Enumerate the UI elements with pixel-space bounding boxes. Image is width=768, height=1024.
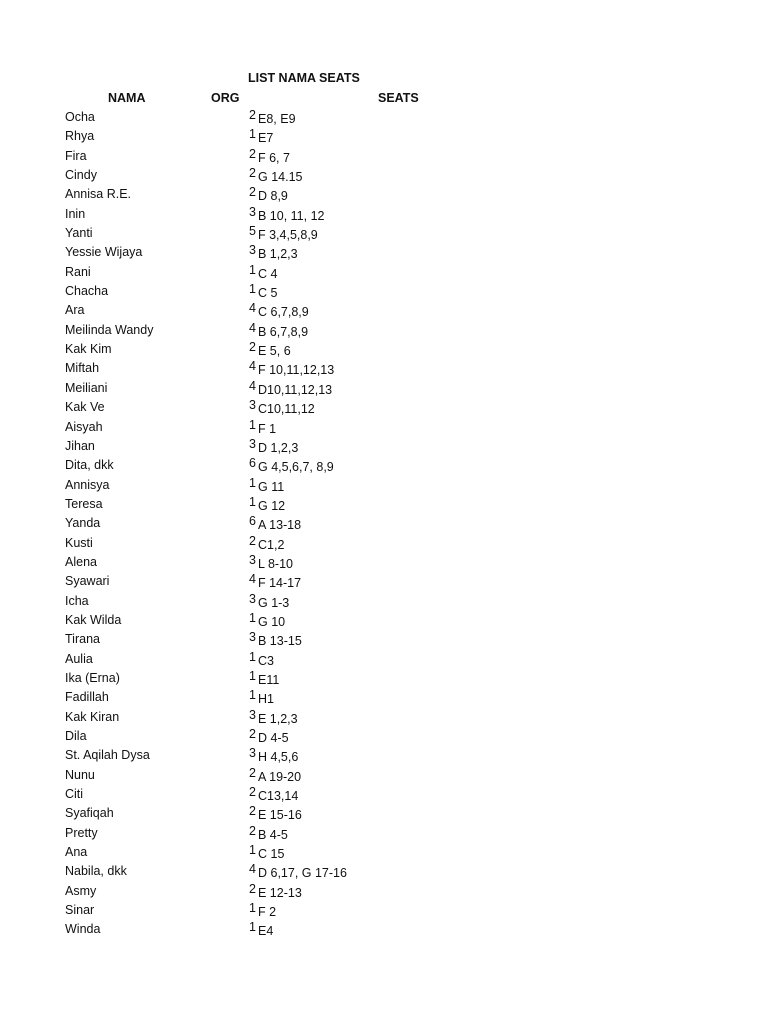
seats-cell: C 5 bbox=[258, 286, 278, 301]
seats-cell: F 14-17 bbox=[258, 576, 302, 591]
org-cell: 3 bbox=[249, 746, 256, 761]
column-header-org: ORG bbox=[211, 91, 240, 105]
org-cell: 2 bbox=[249, 765, 256, 780]
name-cell: Icha bbox=[65, 593, 89, 608]
seat-list bbox=[0, 110, 768, 942]
org-cell: 4 bbox=[249, 862, 256, 877]
name-cell: Meiliani bbox=[65, 380, 108, 395]
seats-cell: D 8,9 bbox=[258, 189, 288, 204]
list-item bbox=[0, 806, 768, 825]
org-cell: 1 bbox=[249, 262, 256, 277]
name-cell: Kusti bbox=[65, 535, 93, 550]
org-cell: 3 bbox=[249, 204, 256, 219]
org-cell: 1 bbox=[249, 610, 256, 625]
list-item bbox=[0, 591, 768, 613]
list-item bbox=[0, 649, 768, 671]
name-cell: Inin bbox=[65, 206, 86, 221]
seats-cell: H1 bbox=[258, 692, 274, 707]
org-cell: 1 bbox=[249, 688, 256, 703]
org-cell: 2 bbox=[249, 533, 256, 548]
org-cell: 2 bbox=[249, 881, 256, 896]
name-cell: Miftah bbox=[65, 361, 100, 376]
org-cell: 2 bbox=[249, 185, 256, 200]
name-cell: Sinar bbox=[65, 903, 95, 918]
seats-cell: C 15 bbox=[258, 847, 285, 862]
list-item bbox=[0, 226, 768, 245]
org-cell: 3 bbox=[249, 552, 256, 567]
seats-cell: C 4 bbox=[258, 266, 278, 281]
list-item bbox=[0, 204, 768, 226]
list-item bbox=[0, 168, 768, 187]
list-item bbox=[0, 417, 768, 439]
seats-cell: B 1,2,3 bbox=[258, 247, 298, 262]
name-cell: Aulia bbox=[65, 651, 93, 666]
name-cell: Nunu bbox=[65, 767, 95, 782]
org-cell: 1 bbox=[249, 475, 256, 490]
org-cell: 4 bbox=[249, 320, 256, 335]
seats-cell: D 1,2,3 bbox=[258, 440, 299, 455]
list-item bbox=[0, 864, 768, 883]
seats-cell: A 19-20 bbox=[258, 769, 302, 784]
name-cell: Ara bbox=[65, 303, 85, 318]
seats-cell: F 2 bbox=[258, 905, 277, 920]
org-cell: 2 bbox=[249, 166, 256, 181]
org-cell: 1 bbox=[249, 920, 256, 935]
name-cell: Aisyah bbox=[65, 419, 103, 434]
seats-cell: E7 bbox=[258, 131, 274, 146]
list-item bbox=[0, 574, 768, 593]
seats-cell: B 4-5 bbox=[258, 827, 288, 842]
org-cell: 1 bbox=[249, 282, 256, 297]
org-cell: 2 bbox=[249, 727, 256, 741]
list-item bbox=[0, 378, 768, 400]
org-cell: 1 bbox=[249, 668, 256, 683]
seats-cell: F 10,11,12,13 bbox=[258, 363, 335, 378]
list-item bbox=[0, 881, 768, 903]
org-cell: 3 bbox=[249, 436, 256, 451]
org-cell: 4 bbox=[249, 572, 256, 587]
name-cell: Annisa R.E. bbox=[65, 187, 132, 202]
column-header-nama: NAMA bbox=[108, 91, 146, 105]
org-cell: 2 bbox=[249, 785, 256, 800]
name-cell: Ika (Erna) bbox=[65, 670, 120, 685]
name-cell: Rani bbox=[65, 264, 91, 279]
org-cell: 4 bbox=[249, 359, 256, 374]
seats-cell: E8, E9 bbox=[258, 112, 296, 126]
org-cell: 1 bbox=[249, 649, 256, 664]
name-cell: Asmy bbox=[65, 883, 97, 898]
seats-cell: B 13-15 bbox=[258, 634, 302, 649]
seats-cell: E 12-13 bbox=[258, 885, 302, 900]
list-item bbox=[0, 320, 768, 342]
list-item bbox=[0, 748, 768, 767]
name-cell: Dila bbox=[65, 729, 87, 743]
list-item bbox=[0, 494, 768, 516]
name-cell: Annisya bbox=[65, 477, 110, 492]
seats-cell: C1,2 bbox=[258, 537, 285, 552]
seats-cell: G 10 bbox=[258, 614, 286, 629]
name-cell: Dita, dkk bbox=[65, 458, 114, 473]
name-cell: Chacha bbox=[65, 284, 109, 299]
list-item bbox=[0, 668, 768, 690]
seats-cell: F 3,4,5,8,9 bbox=[258, 228, 318, 243]
name-cell: Kak Kim bbox=[65, 342, 112, 357]
name-cell: St. Aqilah Dysa bbox=[65, 748, 150, 763]
org-cell: 6 bbox=[249, 514, 256, 529]
list-item bbox=[0, 823, 768, 845]
name-cell: Alena bbox=[65, 554, 97, 569]
org-cell: 3 bbox=[249, 630, 256, 645]
seats-cell: B 10, 11, 12 bbox=[258, 208, 325, 223]
list-item bbox=[0, 632, 768, 651]
list-item bbox=[0, 303, 768, 322]
list-item bbox=[0, 707, 768, 729]
seats-cell: D10,11,12,13 bbox=[258, 382, 333, 397]
name-cell: Ocha bbox=[65, 110, 95, 124]
list-item bbox=[0, 690, 768, 709]
column-header-seats: SEATS bbox=[378, 91, 419, 105]
list-item bbox=[0, 146, 768, 168]
seats-cell: E 15-16 bbox=[258, 808, 302, 823]
list-item bbox=[0, 129, 768, 148]
name-cell: Yessie Wijaya bbox=[65, 245, 143, 260]
list-item bbox=[0, 610, 768, 632]
org-cell: 4 bbox=[249, 378, 256, 393]
name-cell: Nabila, dkk bbox=[65, 864, 127, 879]
seats-cell: D 4-5 bbox=[258, 731, 289, 745]
seats-cell: A 13-18 bbox=[258, 518, 302, 533]
page-title: LIST NAMA SEATS bbox=[248, 71, 360, 85]
org-cell: 3 bbox=[249, 243, 256, 258]
list-item bbox=[0, 903, 768, 922]
seats-cell: G 12 bbox=[258, 498, 286, 513]
list-item bbox=[0, 533, 768, 555]
seats-cell: H 4,5,6 bbox=[258, 750, 299, 765]
seats-cell: E4 bbox=[258, 924, 274, 939]
name-cell: Yanti bbox=[65, 226, 93, 241]
org-cell: 2 bbox=[249, 108, 256, 122]
list-item bbox=[0, 262, 768, 284]
name-cell: Fira bbox=[65, 148, 87, 163]
seats-cell: E 1,2,3 bbox=[258, 711, 298, 726]
org-cell: 2 bbox=[249, 146, 256, 161]
name-cell: Ana bbox=[65, 845, 88, 860]
org-cell: 3 bbox=[249, 707, 256, 722]
seats-cell: F 6, 7 bbox=[258, 150, 290, 165]
list-item bbox=[0, 110, 768, 129]
name-cell: Syawari bbox=[65, 574, 110, 589]
list-item bbox=[0, 400, 768, 419]
org-cell: 6 bbox=[249, 456, 256, 471]
name-cell: Fadillah bbox=[65, 690, 109, 705]
name-cell: Meilinda Wandy bbox=[65, 322, 154, 337]
name-cell: Citi bbox=[65, 787, 84, 802]
list-item bbox=[0, 187, 768, 206]
list-item bbox=[0, 361, 768, 380]
seats-cell: D 6,17, G 17-16 bbox=[258, 866, 347, 881]
seats-cell: G 14.15 bbox=[258, 170, 303, 185]
list-item bbox=[0, 284, 768, 303]
org-cell: 5 bbox=[249, 224, 256, 239]
seats-cell: C10,11,12 bbox=[258, 402, 315, 417]
list-item bbox=[0, 845, 768, 864]
list-item bbox=[0, 458, 768, 477]
list-item bbox=[0, 245, 768, 264]
seats-cell: F 1 bbox=[258, 421, 277, 436]
org-cell: 3 bbox=[249, 591, 256, 606]
name-cell: Tirana bbox=[65, 632, 100, 647]
seats-cell: C13,14 bbox=[258, 789, 299, 804]
seats-cell: G 11 bbox=[258, 479, 285, 494]
name-cell: Winda bbox=[65, 922, 101, 937]
name-cell: Kak Ve bbox=[65, 400, 105, 415]
org-cell: 1 bbox=[249, 901, 256, 916]
list-item bbox=[0, 787, 768, 806]
name-cell: Teresa bbox=[65, 496, 103, 511]
name-cell: Rhya bbox=[65, 129, 95, 144]
name-cell: Syafiqah bbox=[65, 806, 114, 821]
seats-cell: C3 bbox=[258, 653, 274, 668]
org-cell: 3 bbox=[249, 398, 256, 413]
org-cell: 1 bbox=[249, 494, 256, 509]
seats-cell: B 6,7,8,9 bbox=[258, 324, 309, 339]
org-cell: 2 bbox=[249, 804, 256, 819]
list-item bbox=[0, 475, 768, 497]
name-cell: Yanda bbox=[65, 516, 101, 531]
seats-cell: G 1-3 bbox=[258, 595, 290, 610]
name-cell: Kak Kiran bbox=[65, 709, 120, 724]
list-item bbox=[0, 729, 768, 748]
org-cell: 1 bbox=[249, 417, 256, 432]
list-item bbox=[0, 436, 768, 458]
list-item bbox=[0, 516, 768, 535]
org-cell: 1 bbox=[249, 843, 256, 858]
list-item bbox=[0, 922, 768, 941]
name-cell: Jihan bbox=[65, 438, 95, 453]
seats-cell: G 4,5,6,7, 8,9 bbox=[258, 460, 334, 475]
org-cell: 2 bbox=[249, 823, 256, 838]
seats-cell: E 5, 6 bbox=[258, 344, 291, 359]
list-item bbox=[0, 552, 768, 574]
list-item bbox=[0, 342, 768, 361]
org-cell: 2 bbox=[249, 340, 256, 355]
seats-cell: E11 bbox=[258, 672, 280, 687]
org-cell: 1 bbox=[249, 127, 256, 142]
name-cell: Pretty bbox=[65, 825, 98, 840]
list-item bbox=[0, 765, 768, 787]
name-cell: Kak Wilda bbox=[65, 612, 122, 627]
name-cell: Cindy bbox=[65, 168, 97, 183]
org-cell: 4 bbox=[249, 301, 256, 316]
seats-cell: C 6,7,8,9 bbox=[258, 305, 309, 320]
seats-cell: L 8-10 bbox=[258, 556, 293, 571]
